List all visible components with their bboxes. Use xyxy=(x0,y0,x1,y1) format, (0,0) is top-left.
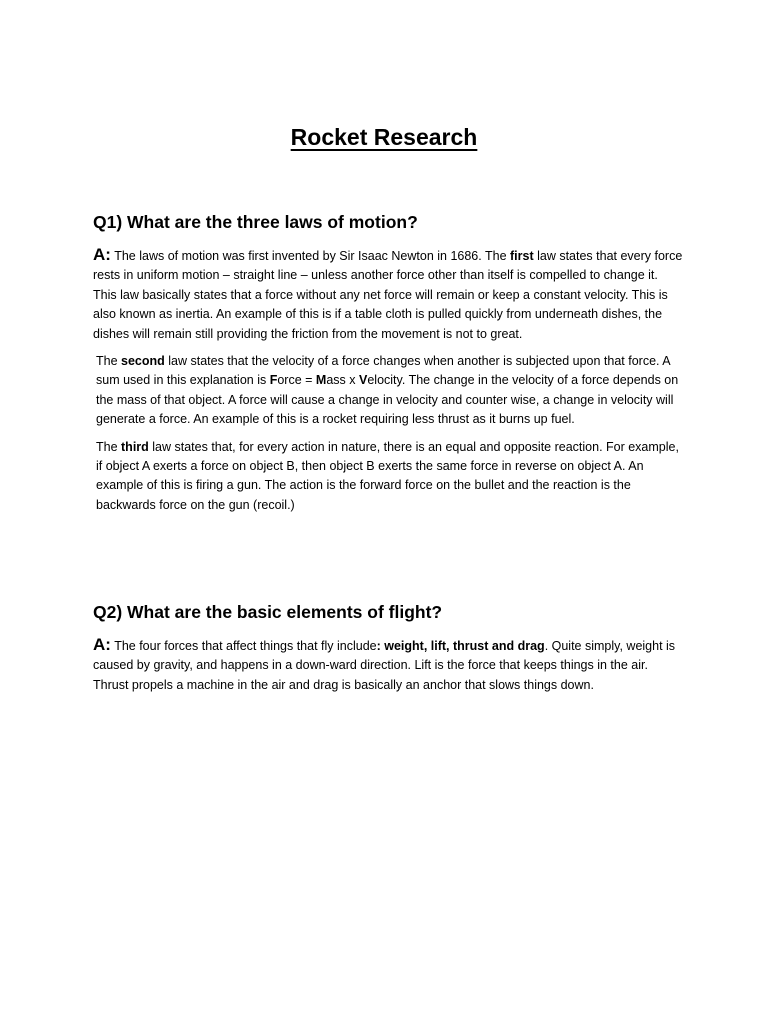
question-1-answer-second-law: The second law states that the velocity of a force changes when another is subjected upon that force. A sum used in this explanation is Force = Mass x Velocity. The change in the velocity of a force depends on the mass of that object. A force will cause a change in velocity and counter wise, a change in velocity will generate a force. An example of this is a rocket requiring less thrust as it burns up fuel. xyxy=(96,354,679,427)
question-1-answer-third-law: The third law states that, for every action in nature, there is an equal and opposite reaction. For example, if object A exerts a force on object B, then object B exerts the same force in reverse on object A. An example of this is firing a gun. The action is the forward force on the bullet and the reaction is the backwards force on the gun (recoil.) xyxy=(96,439,679,512)
answer-label: A: xyxy=(93,245,111,264)
question-1-section xyxy=(93,212,683,523)
document-title: Rocket Research xyxy=(290,124,478,150)
question-1-answer-first-law: A: The laws of motion was first invented by Sir Isaac Newton in 1686. The first law states that every force rests in uniform motion – straight line – unless another force other than itself is compelled to change it. This law basically states that a force without any net force will remain or keep a constant velocity. This is also known as inertia. An example of this is if a table cloth is pulled quickly from underneath dishes, the dishes will remain still providing the friction from the movement is not to great. xyxy=(93,245,683,341)
question-1-heading: Q1) What are the three laws of motion? xyxy=(93,212,418,232)
answer-label: A: xyxy=(93,635,111,654)
question-2-answer: A: The four forces that affect things that fly include: weight, lift, thrust and drag. Quite simply, weight is caused by gravity, and happens in a down-ward direction. Lift is the force that keeps things in the air. Thrust propels a machine in the air and drag is basically an anchor that slows things down. xyxy=(93,635,676,692)
question-2-section xyxy=(93,602,683,703)
question-2-heading: Q2) What are the basic elements of flight? xyxy=(93,602,443,622)
